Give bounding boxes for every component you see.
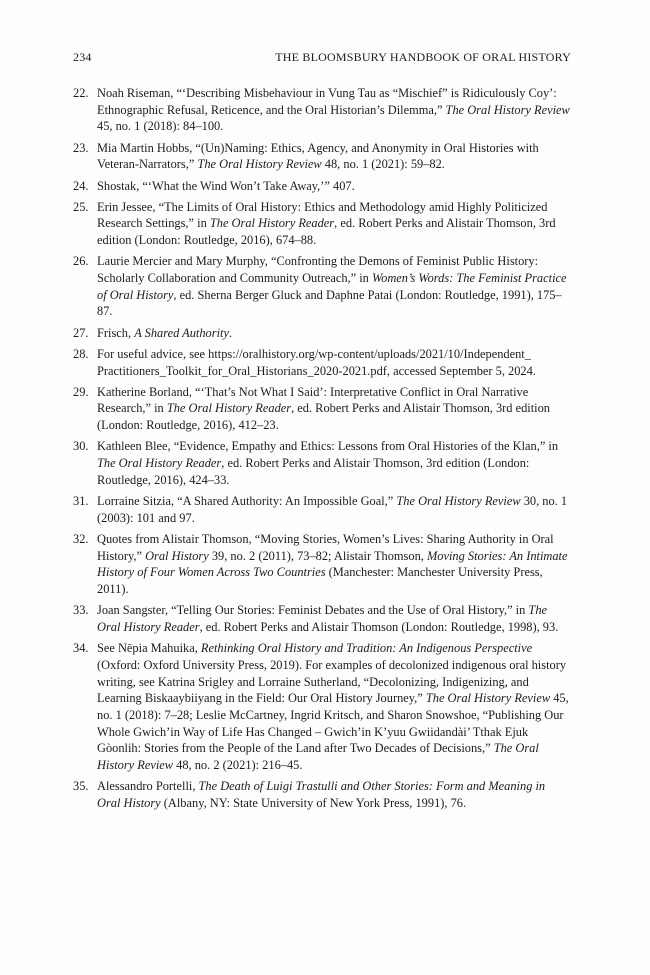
endnote-23 (73, 140, 571, 173)
endnote-number: 30. (73, 439, 89, 454)
citation-text: Erin Jessee, “The Limits of Oral History: Ethics and Methodology amid Highly Politicized Research Settings,” in (97, 199, 548, 231)
endnote-22 (73, 85, 571, 135)
citation-text: 30, no. 1 (2003): 101 and 97. (97, 493, 568, 525)
endnote-text (97, 602, 571, 635)
endnote-28 (73, 346, 571, 379)
endnote-text (97, 199, 571, 249)
italic-title: Oral History (145, 548, 209, 563)
endnote-text (97, 438, 571, 488)
endnote-number: 24. (73, 178, 89, 193)
endnote-text (97, 253, 571, 320)
citation-text: Kathleen Blee, “Evidence, Empathy and Ethics: Lessons from Oral Histories of the Klan,” in (97, 439, 559, 454)
italic-title: The Oral History Reader (209, 216, 335, 231)
running-header (73, 50, 571, 65)
endnote-25 (73, 199, 571, 249)
citation-text: 45, no. 1 (2018): 7–28; Leslie McCartney, Ingrid Kritsch, and Sharon Snowshoe, “Publishing Our Whole Gwich’in Way of Life Has Changed – Gwich’in K’yuu Gwiidandài’ Tthak Ejuk Gòonlih: Stories from the People of the Land after Two Decades of Decisions,” (97, 691, 569, 756)
italic-title: The Oral History Review (197, 157, 322, 172)
italic-title: The Oral History Review (396, 493, 521, 508)
endnote-number: 28. (73, 346, 89, 361)
italic-title: The Oral History Reader (97, 456, 222, 471)
endnote-number: 22. (73, 86, 89, 100)
citation-text: Laurie Mercier and Mary Murphy, “Confronting the Demons of Feminist Public History: Scholarly Collaboration and Community Outreach,” in (97, 254, 539, 286)
endnote-text (97, 325, 571, 342)
citation-text: , ed. Robert Perks and Alistair Thomson, 3rd edition (London: Routledge, 2016), 412–23. (97, 401, 551, 433)
citation-text: , ed. Sherna Berger Gluck and Daphne Patai (London: Routledge, 1991), 175–87. (97, 287, 562, 319)
endnote-29 (73, 384, 571, 434)
endnote-text (97, 493, 571, 526)
endnote-text (97, 85, 571, 135)
endnote-text (97, 640, 571, 774)
italic-title: The Oral History Review (445, 102, 570, 117)
endnote-number: 29. (73, 384, 89, 399)
page-number: 234 (73, 50, 92, 64)
endnote-text (97, 178, 571, 195)
running-title: THE BLOOMSBURY HANDBOOK OF ORAL HISTORY (275, 50, 571, 64)
endnote-number: 27. (73, 325, 89, 340)
endnote-text (97, 384, 571, 434)
citation-text: Mia Martin Hobbs, “(Un)Naming: Ethics, Agency, and Anonymity in Oral Histories with Veteran-Narrators,” (97, 140, 539, 172)
endnote-number: 32. (73, 531, 89, 546)
citation-text: (Albany, NY: State University of New York Press, 1991), 76. (160, 795, 467, 810)
citation-text: For useful advice, see https://oralhistory.org/wp-content/uploads/2021/10/Independent_ Practitioners_Toolkit_for_Oral_Historians_2020-2021.pdf, accessed September 5, 2024. (97, 346, 536, 378)
endnote-35 (73, 778, 571, 811)
citation-text: . (228, 325, 233, 340)
endnotes-list (73, 85, 571, 816)
endnote-number: 31. (73, 493, 89, 508)
italic-title: The Oral History Review (97, 741, 539, 773)
italic-title: The Oral History Reader (97, 603, 548, 634)
citation-text: Quotes from Alistair Thomson, “Moving Stories, Women’s Lives: Sharing Authority in Oral History,” (97, 531, 554, 563)
citation-text: (Manchester: Manchester University Press, 2011). (97, 565, 543, 596)
italic-title: The Oral History Reader (166, 401, 292, 416)
endnote-text (97, 531, 571, 598)
endnote-26 (73, 253, 571, 320)
italic-title: The Death of Luigi Trastulli and Other Stories: Form and Meaning in Oral History (97, 779, 546, 810)
italic-title: A Shared Authority (134, 325, 229, 340)
citation-text: Noah Riseman, “‘Describing Misbehaviour in Vung Tau as “Mischief” is Ridiculously Coy’: Ethnographic Refusal, Reticence, and the Oral Historian’s Dilemma,” (97, 86, 557, 117)
italic-title: Moving Stories: An Intimate History of Four Women Across Two Countries (97, 548, 568, 580)
endnote-24 (73, 178, 571, 195)
citation-text: 45, no. 1 (2018): 84–100. (97, 119, 224, 134)
citation-text: 48, no. 1 (2021): 59–82. (321, 157, 445, 172)
endnote-text (97, 346, 571, 379)
endnote-32 (73, 531, 571, 598)
endnote-number: 25. (73, 199, 89, 214)
italic-title: Rethinking Oral History and Tradition: An Indigenous Perspective (200, 641, 533, 656)
italic-title: Women’s Words: The Feminist Practice of Oral History (97, 271, 567, 302)
citation-text: Lorraine Sitzia, “A Shared Authority: An Impossible Goal,” (97, 493, 397, 508)
citation-text: , ed. Robert Perks and Alistair Thomson (London: Routledge, 1998), 93. (199, 619, 559, 634)
endnote-text (97, 778, 571, 811)
citation-text: Alessandro Portelli, (97, 779, 199, 794)
endnote-number: 26. (73, 254, 89, 269)
endnote-30 (73, 438, 571, 488)
italic-title: The Oral History Review (425, 691, 551, 706)
citation-text: See Nēpia Mahuika, (97, 641, 201, 656)
endnote-number: 33. (73, 603, 89, 618)
citation-text: Katherine Borland, “‘That’s Not What I Said’: Interpretative Conflict in Oral Narrative Research,” in (97, 384, 529, 416)
citation-text: Joan Sangster, “Telling Our Stories: Feminist Debates and the Use of Oral History,” in (97, 603, 529, 618)
citation-text: , ed. Robert Perks and Alistair Thomson, 3rd edition (London: Routledge, 2016), 424–33. (97, 456, 530, 487)
endnote-number: 35. (73, 779, 89, 794)
citation-text: Frisch, (97, 325, 135, 340)
endnote-27 (73, 325, 571, 342)
citation-text: Shostak, “‘What the Wind Won’t Take Away,’” 407. (97, 178, 355, 193)
endnote-31 (73, 493, 571, 526)
citation-text: (Oxford: Oxford University Press, 2019). For examples of decolonized indigenous oral history writing, see Katrina Srigley and Lorraine Sutherland, “Decolonizing, Indigenizing, and Learning Biskaaybiiyang in the Field: Our Oral History Journey,” (97, 657, 567, 706)
endnote-34 (73, 640, 571, 774)
citation-text: 39, no. 2 (2011), 73–82; Alistair Thomson, (208, 548, 427, 563)
endnote-number: 23. (73, 140, 89, 155)
citation-text: , ed. Robert Perks and Alistair Thomson, 3rd edition (London: Routledge, 2016), 674–88. (97, 216, 556, 248)
endnote-33 (73, 602, 571, 635)
endnote-number: 34. (73, 641, 89, 656)
endnote-text (97, 140, 571, 173)
citation-text: 48, no. 2 (2021): 216–45. (173, 758, 303, 773)
